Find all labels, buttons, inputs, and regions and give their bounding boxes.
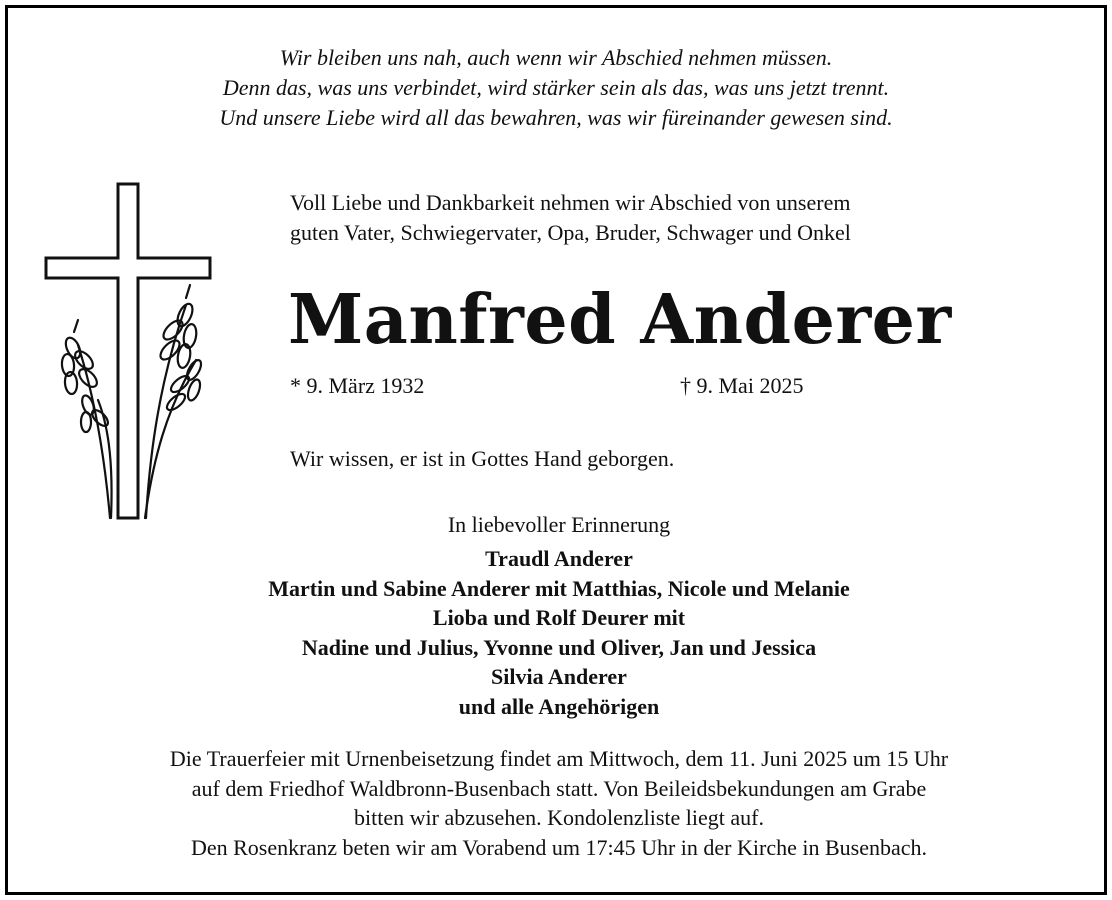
birth-date: * 9. März 1932: [290, 373, 425, 398]
memory-line: In liebevoller Erinnerung: [447, 512, 671, 537]
mourner-line: Lioba und Rolf Deurer mit: [432, 605, 686, 630]
mourners-list: [8, 544, 1110, 721]
mourner-line: Silvia Anderer: [491, 664, 627, 689]
service-line: auf dem Friedhof Waldbronn-Busenbach statt. Von Beileidsbekundungen am Grabe: [191, 775, 927, 801]
mourner-line: Martin und Sabine Anderer mit Matthias, Nicole und Melanie: [268, 575, 850, 601]
service-details: [8, 744, 1110, 862]
intro-text: [290, 188, 1074, 248]
verse-line: Denn das, was uns verbindet, wird stärker sein als das, was uns jetzt trennt.: [222, 75, 890, 100]
cross-with-wheat-icon: [38, 180, 213, 525]
verse-line: Und unsere Liebe wird all das bewahren, was wir füreinander gewesen sind.: [219, 105, 893, 130]
mourner-line: Nadine und Julius, Yvonne und Oliver, Jan und Jessica: [301, 634, 817, 660]
verse-line: Wir bleiben uns nah, auch wenn wir Abschied nehmen müssen.: [279, 45, 833, 70]
mourner-line: und alle Angehörigen: [458, 693, 660, 719]
intro-line: guten Vater, Schwiegervater, Opa, Bruder, Schwager und Onkel: [290, 220, 851, 245]
service-line: Die Trauerfeier mit Urnenbeisetzung findet am Mittwoch, dem 11. Juni 2025 um 15 Uhr: [169, 746, 949, 771]
opening-verse: [8, 43, 1104, 133]
deceased-name: Manfred Anderer: [288, 280, 952, 360]
intro-line: Voll Liebe und Dankbarkeit nehmen wir Abschied von unserem: [290, 190, 851, 215]
service-line: bitten wir abzusehen. Kondolenzliste liegt auf.: [354, 805, 764, 830]
service-line: Den Rosenkranz beten wir am Vorabend um 17:45 Uhr in der Kirche in Busenbach.: [190, 834, 927, 860]
faith-line: Wir wissen, er ist in Gottes Hand geborgen.: [290, 446, 675, 471]
mourner-line: Traudl Anderer: [485, 546, 633, 571]
death-date: † 9. Mai 2025: [680, 373, 804, 398]
obituary-notice: [5, 5, 1107, 895]
